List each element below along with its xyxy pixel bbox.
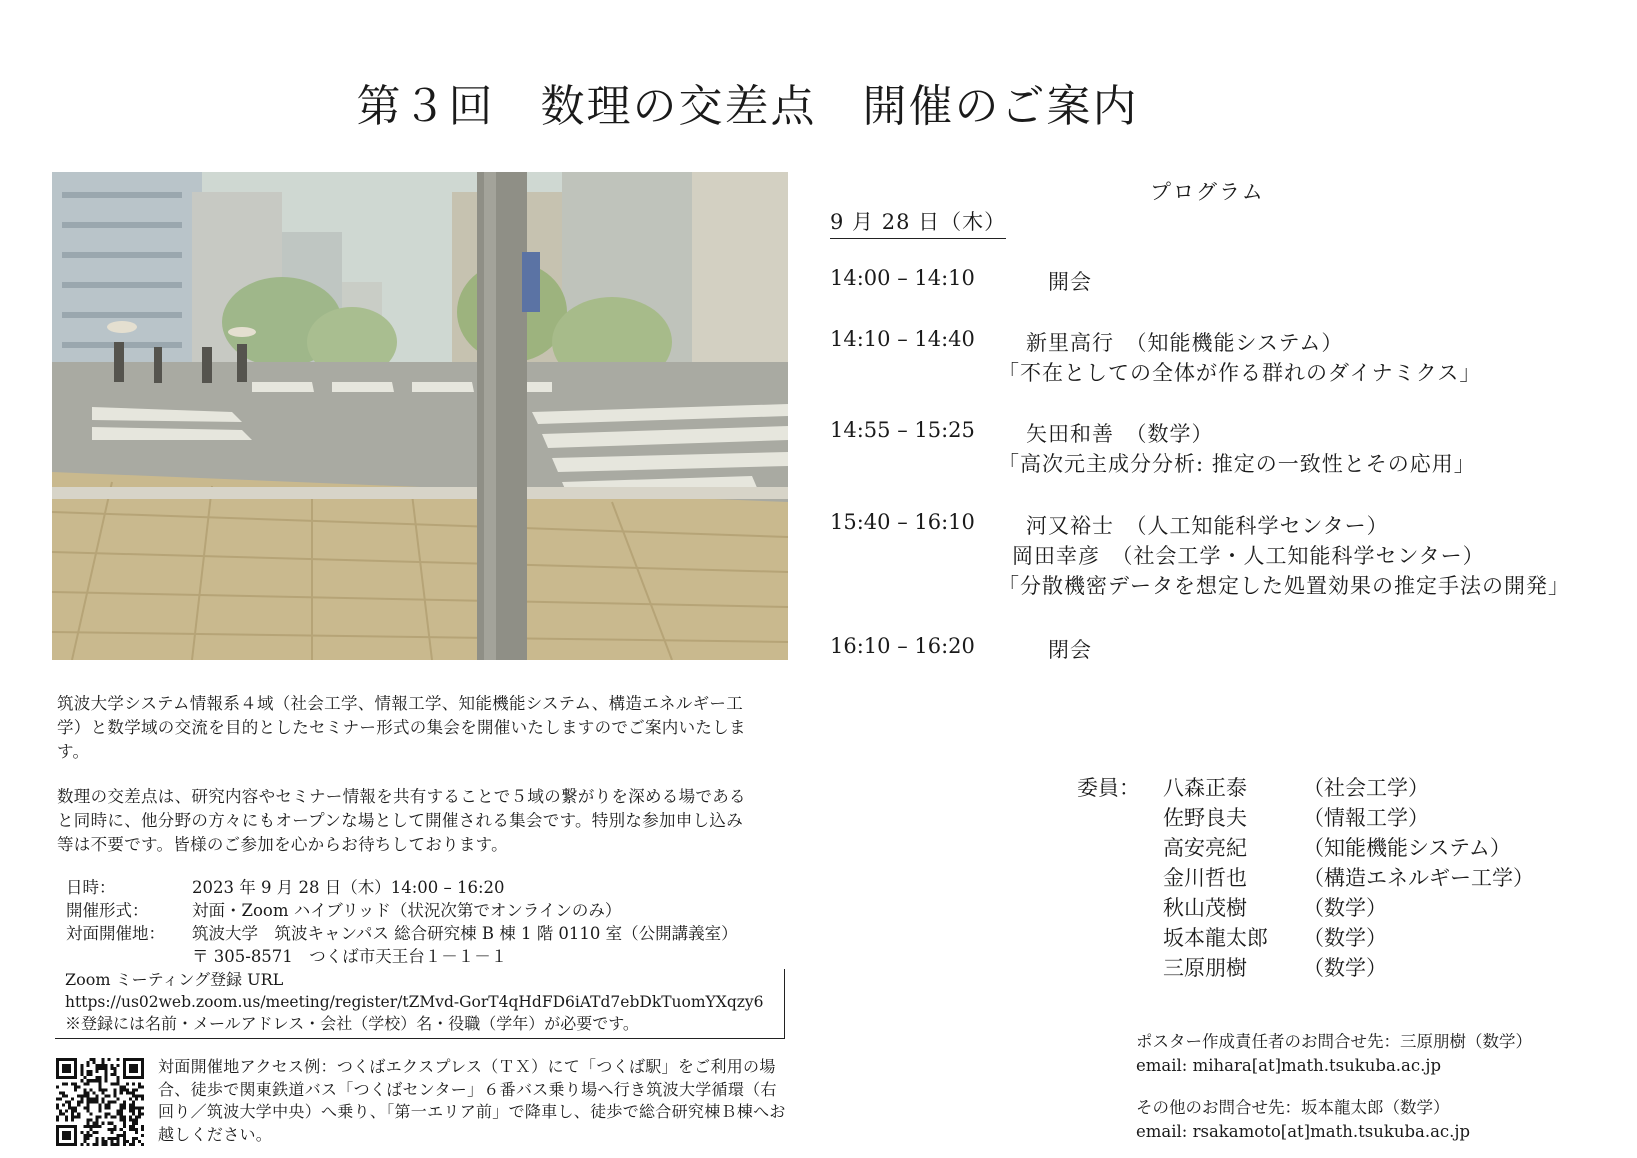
poster-contact-email[interactable]: email: mihara[at]math.tsukuba.ac.jp [1136, 1056, 1442, 1075]
intro-paragraph-2: 数理の交差点は、研究内容やセミナー情報を共有することで５域の繋がりを深める場であると同時に、他分野の方々にもオープンな場として開催される集会です。特別な参加申し込み等は不要です。皆様のご参加を心からお待ちしております。 [57, 787, 746, 854]
talk-title: 「高次元主成分分析: 推定の一致性とその応用」 [998, 452, 1476, 476]
talk-title: 「不在としての全体が作る群れのダイナミクス」 [998, 361, 1482, 385]
session-time: 15:40 – 16:10 [830, 510, 975, 534]
session-time: 14:00 – 14:10 [830, 266, 975, 290]
detail-value: 対面・Zoom ハイブリッド（状況次第でオンラインのみ） [192, 901, 622, 920]
access-directions: 対面開催地アクセス例：つくばエクスプレス（ＴＸ）にて「つくば駅」をご利用の場合、徒歩で関東鉄道バス「つくばセンター」６番バス乗り場へ行き筑波大学循環（右回り／筑波大学中央）へ乗り、「第一エリア前」で降車し、徒歩で総合研究棟Ｂ棟へお越しください。 [158, 1057, 786, 1144]
committee-member-dept: （情報工学） [1303, 806, 1429, 830]
page-title: 第３回 数理の交差点 開催のご案内 [356, 81, 1139, 132]
program-heading: プログラム [1150, 180, 1265, 204]
session-time: 14:55 – 15:25 [830, 418, 975, 442]
committee-member-name: 秋山茂樹 [1163, 896, 1247, 920]
street-photo [52, 172, 788, 660]
committee-member-dept: （数学） [1303, 956, 1387, 980]
session-time: 16:10 – 16:20 [830, 634, 975, 658]
zoom-heading: Zoom ミーティング登録 URL [65, 970, 284, 989]
session-line: 開会 [1048, 270, 1092, 294]
committee-member-name: 佐野良夫 [1163, 806, 1247, 830]
speaker: 矢田和善 （数学） [1026, 422, 1214, 446]
program-date: 9 月 28 日（木） [830, 206, 1006, 239]
zoom-registration-box [55, 969, 785, 1039]
zoom-url-link[interactable]: https://us02web.zoom.us/meeting/register/tZMvd-GorT4qHdFD6iATd7ebDkTuomYXqzy6 [65, 993, 764, 1011]
detail-label: 日時： [66, 878, 116, 897]
detail-value: 〒 305-8571 つくば市天王台１－１－１ [192, 947, 508, 966]
committee-member-dept: （数学） [1303, 896, 1387, 920]
committee-member-name: 高安亮紀 [1163, 836, 1247, 860]
detail-value: 筑波大学 筑波キャンパス 総合研究棟 B 棟 1 階 0110 室（公開講義室） [192, 924, 738, 943]
talk-title: 「分散機密データを想定した処置効果の推定手法の開発」 [998, 574, 1570, 598]
intro-paragraph-1: 筑波大学システム情報系４域（社会工学、情報工学、知能機能システム、構造エネルギー工学）と数学域の交流を目的としたセミナー形式の集会を開催いたしますのでご案内いたします。 [57, 694, 746, 761]
committee-label: 委員： [1077, 776, 1140, 800]
speaker: 新里高行 （知能機能システム） [1026, 331, 1344, 355]
committee-member-dept: （構造エネルギー工学） [1303, 866, 1534, 890]
detail-row-format [66, 899, 738, 922]
other-contact: その他のお問合せ先：坂本龍太郎（数学） [1136, 1098, 1450, 1117]
event-details [66, 876, 738, 968]
speaker: 岡田幸彦 （社会工学・人工知能科学センター） [1012, 544, 1485, 568]
session-line: 閉会 [1048, 638, 1092, 662]
detail-label: 開催形式： [66, 901, 149, 920]
detail-label [66, 945, 192, 968]
committee-member-name: 坂本龍太郎 [1163, 926, 1268, 950]
committee-member-dept: （知能機能システム） [1303, 836, 1511, 860]
committee-member-name: 三原朋樹 [1163, 956, 1247, 980]
committee-member-dept: （数学） [1303, 926, 1387, 950]
detail-row-venue [66, 922, 738, 945]
committee-member-dept: （社会工学） [1303, 776, 1429, 800]
session-time: 14:10 – 14:40 [830, 327, 975, 351]
detail-row-date [66, 876, 738, 899]
zoom-note: ※登録には名前・メールアドレス・会社（学校）名・役職（学年）が必要です。 [65, 1014, 639, 1033]
detail-row-address [66, 945, 738, 968]
qr-code[interactable] [56, 1058, 144, 1146]
committee-member-name: 八森正泰 [1163, 776, 1247, 800]
speaker: 河又裕士 （人工知能科学センター） [1026, 514, 1389, 538]
poster-contact: ポスター作成責任者のお問合せ先：三原朋樹（数学） [1136, 1032, 1532, 1051]
other-contact-email[interactable]: email: rsakamoto[at]math.tsukuba.ac.jp [1136, 1122, 1471, 1141]
committee-member-name: 金川哲也 [1163, 866, 1247, 890]
detail-value: 2023 年 9 月 28 日（木）14:00 – 16:20 [192, 878, 505, 897]
detail-label: 対面開催地： [66, 924, 165, 943]
